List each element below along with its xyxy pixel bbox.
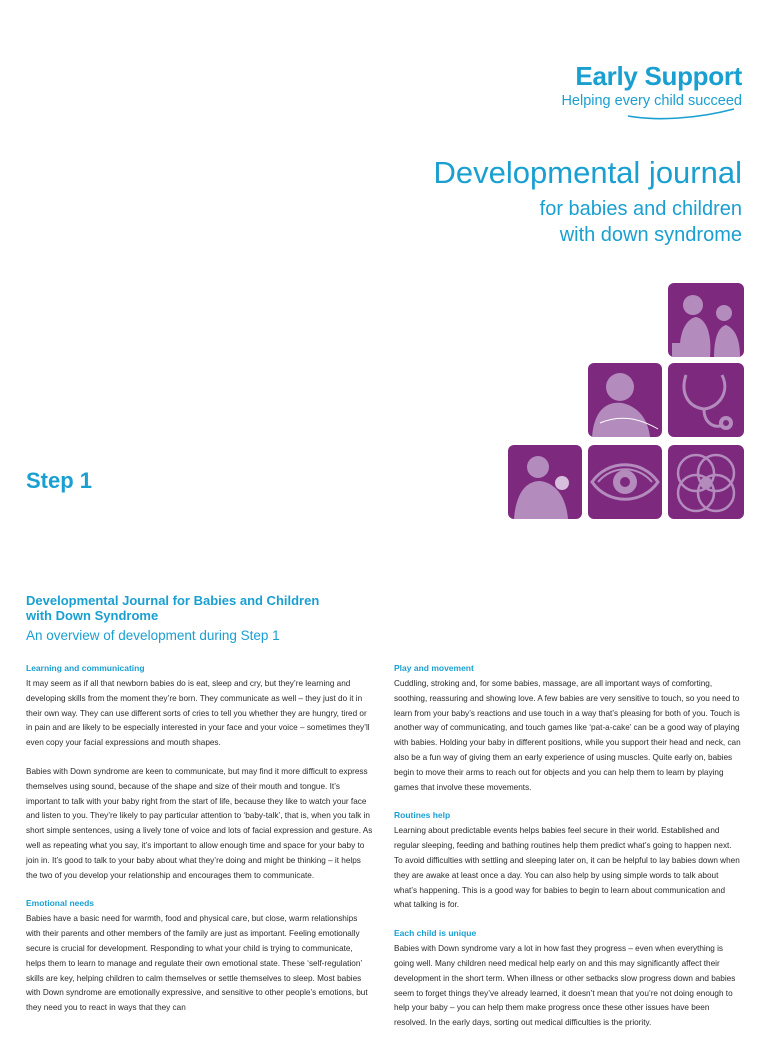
paragraph: Babies with Down syndrome are keen to communicate, but may find it more difficult to express themselves using sound, because of the shape and size of their mouth and tongue. It’s important to talk with your baby right from the start of life, because they like to watch your face and listen to you. They’re likely to pay particular attention to ‘baby-talk’, that is, when you talk in short simple sentences, using a lively tone of voice and lots of facial expression and gesture. As well as repeating what you say, it’s important to allow enough time and space for your baby to join in. It’s good to talk to your baby about what they’re doing and might be thinking – it helps the two of you develop your relationship and encourages them to communicate. bbox=[26, 766, 373, 880]
journal-subtitle bbox=[540, 196, 742, 248]
journal-subtitle-line2: with down syndrome bbox=[559, 224, 742, 246]
interlocking-circles-icon bbox=[668, 445, 744, 519]
family-icon bbox=[668, 283, 744, 357]
heading-emotional-needs: Emotional needs bbox=[26, 898, 95, 909]
brand-tagline: Helping every child succeed bbox=[561, 93, 742, 109]
eye-icon bbox=[588, 445, 662, 519]
paragraph: Learning about predictable events helps babies feel secure in their world. Established and regular sleeping, feeding and bathing routines help them predict what’s going to happen next. To avoid difficulties with settling and sleeping later on, it can be helpful to lay babies down when they are awake at least once a day. You can also help by using simple words to talk about what’s happening. This is a good way for babies to begin to learn about communication and what talking is for. bbox=[394, 826, 740, 910]
journal-subtitle-line1: for babies and children bbox=[539, 198, 742, 220]
brand-logo bbox=[561, 60, 742, 110]
paragraph: Cuddling, stroking and, for some babies, massage, are all important ways of comforting, soothing, reassuring and showing love. A few babies are very sensitive to touch, so you need to learn from your baby’s reactions and use touch in a way that’s pleasing for both of you. Touch is another way of communicating, and touch games like ‘pat-a-cake’ can be a good way of playing with babies. Holding your baby in different positions, while you support their head and neck, can also be a fun way of giving them an early experience of using muscles. Quite early on, babies begin to move their arms to reach out for objects and you can help them to learn by playing games that involve these movements. bbox=[394, 679, 741, 792]
heading-learning-communicating: Learning and communicating bbox=[26, 663, 145, 673]
section-subtitle: An overview of development during Step 1 bbox=[26, 628, 280, 643]
paragraph: Babies have a basic need for warmth, food and physical care, but close, warm relationships with their parents and other members of the family are just as important. Feeling emotionally secure is crucial for development. Responding to what your child is trying to communicate, helps them to learn to manage and regulate their own emotional state. These ‘self-regulation’ skills are key, helping children to calm themselves or settle themselves to sleep. Most babies with Down syndrome are emotionally expressive, and sensitive to other people’s emotions, but they need you to react in ways that they can bbox=[26, 914, 368, 1013]
baby-icon bbox=[588, 363, 662, 437]
left-column bbox=[26, 662, 374, 1030]
step-label: Step 1 bbox=[26, 468, 93, 493]
paragraph: It may seem as if all that newborn babies do is eat, sleep and cry, but they’re learning and developing skills from the moment they’re born. They communicate as well – they just do it in their own way. They can use different sorts of cries to tell you whether they are hungry, tired or in pain and are likely to be especially interested in your face and your voice – sometimes they’ll even copy your facial expressions and mouth shapes. bbox=[26, 679, 370, 748]
journal-title: Developmental journal bbox=[433, 155, 742, 190]
brand-name: Early Support bbox=[575, 61, 742, 91]
mother-child-icon bbox=[508, 445, 582, 519]
stethoscope-icon bbox=[668, 363, 744, 437]
paragraph: Babies with Down syndrome vary a lot in how fast they progress – even when everything is going well. Many children need medical help early on and this may significantly affect their development in the short term. When illness or other setbacks slow progress down and babies seem to forget things they’ve already learned, it doesn’t mean that you’re not doing enough to help your baby – you can help them make progress once these other issues have been resolved. In the early days, sorting out medical difficulties is the priority. bbox=[394, 944, 736, 1028]
section-title: Developmental Journal for Babies and Children with Down Syndrome bbox=[26, 593, 320, 623]
heading-each-child-unique: Each child is unique bbox=[394, 928, 477, 939]
illustration-tiles bbox=[508, 283, 744, 521]
heading-routines-help: Routines help bbox=[394, 810, 451, 821]
heading-play-movement: Play and movement bbox=[394, 663, 474, 673]
swoosh-icon bbox=[626, 107, 736, 121]
right-column bbox=[394, 662, 742, 1045]
